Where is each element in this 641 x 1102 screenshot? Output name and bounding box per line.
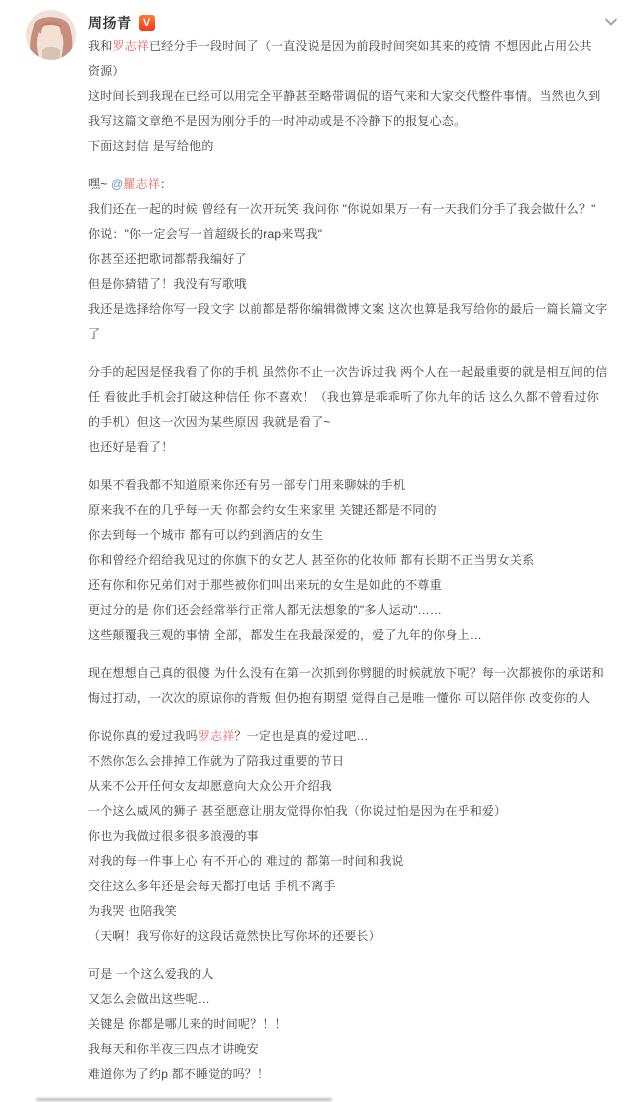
person-link[interactable]: 罗志祥	[197, 729, 235, 743]
paragraph	[88, 360, 617, 460]
text-segment: 我们还在一起的时候 曾经有一次开玩笑 我问你 "你说如果万一有一天我们分手了我会做什么？"	[88, 202, 596, 216]
post-line	[88, 247, 617, 272]
text-segment: 我每天和你半夜三四点才讲晚安	[88, 1042, 259, 1056]
paragraph	[88, 473, 617, 648]
text-segment: 不然你怎么会排掉工作就为了陪我过重要的节日	[88, 754, 345, 768]
text-segment: 关键是 你都是哪儿来的时间呢？！！	[88, 1017, 287, 1031]
text-segment: 难道你为了约p 都不睡觉的吗？！	[88, 1067, 270, 1081]
text-segment: 下面这封信 是写给他的	[88, 139, 214, 153]
post-line	[88, 661, 617, 686]
post-header	[88, 12, 155, 34]
text-segment: 已经分手一段时间了（一直没说是因为前段时间突如其来的疫情 不想因此占用公共	[149, 39, 592, 53]
text-segment: ？一定也是真的爱过吧…	[234, 729, 369, 743]
text-segment: 更过分的是 你们还会经常举行正常人都无法想象的"多人运动"……	[88, 603, 443, 617]
text-segment: 嘿~	[88, 177, 111, 191]
post-line	[88, 623, 617, 648]
post-line	[88, 435, 617, 460]
verified-badge-icon	[139, 15, 155, 31]
text-segment: 又怎么会做出这些呢…	[88, 992, 211, 1006]
paragraph	[88, 661, 617, 711]
text-segment: 你也为我做过很多很多浪漫的事	[88, 829, 259, 843]
text-segment: 的手机）但这一次因为某些原因 我就是看了~	[88, 415, 331, 429]
text-segment: 这时间长到我现在已经可以用完全平静甚至略带调侃的语气来和大家交代整件事情。当然也久到	[88, 89, 601, 103]
paragraph	[88, 724, 617, 949]
post-line	[88, 109, 617, 134]
text-segment: 现在想想自己真的很傻 为什么没有在第一次抓到你劈腿的时候就放下呢？每一次都被你的承诺和	[88, 666, 604, 680]
post-line	[88, 272, 617, 297]
post-line	[88, 197, 617, 222]
post-line	[88, 824, 617, 849]
post-line	[88, 134, 617, 159]
person-link[interactable]: 羅志祥	[123, 177, 160, 191]
post-line	[88, 498, 617, 523]
avatar[interactable]	[26, 10, 76, 60]
post-line	[88, 799, 617, 824]
text-segment: 悔过打动，一次次的原谅你的背叛 但仍抱有期望 觉得自己是唯一懂你 可以陪伴你 改变你的人	[88, 691, 591, 705]
text-segment: 为我哭 也陪我笑	[88, 904, 177, 918]
text-segment: 资源）	[88, 64, 125, 78]
mention-at[interactable]: @	[110, 177, 124, 191]
text-segment: 分手的起因是怪我看了你的手机 虽然你不止一次告诉过我 两个人在一起最重要的就是相互间的信	[88, 365, 608, 379]
text-segment: 这些颠覆我三观的事情 全部，都发生在我最深爱的，爱了九年的你身上…	[88, 628, 482, 642]
post-line	[88, 573, 617, 598]
person-link[interactable]: 罗志祥	[112, 39, 150, 53]
text-segment: 还有你和你兄弟们对于那些被你们叫出来玩的女生是如此的不尊重	[88, 578, 442, 592]
post-line	[88, 59, 617, 84]
post-line	[88, 849, 617, 874]
text-segment: 你甚至还把歌词都帮我编好了	[88, 252, 247, 266]
post-line	[88, 523, 617, 548]
text-segment: 你说："你一定会写一首超级长的rap来骂我"	[88, 227, 323, 241]
post-line	[88, 1062, 617, 1087]
post-line	[88, 598, 617, 623]
paragraph	[88, 962, 617, 1087]
text-segment: 但是你猜错了！我没有写歌哦	[88, 277, 247, 291]
cropped-content-artifact	[36, 1098, 332, 1101]
post-line	[88, 360, 617, 385]
text-segment: 可是 一个这么爱我的人	[88, 967, 214, 981]
text-segment: 原来我不在的几乎每一天 你都会约女生来家里 关键还都是不同的	[88, 503, 437, 517]
post-line	[88, 924, 617, 949]
text-segment: 对我的每一件事上心 有不开心的 难过的 都第一时间和我说	[88, 854, 404, 868]
post-line	[88, 962, 617, 987]
post-line	[88, 987, 617, 1012]
post-line	[88, 297, 617, 322]
post-line	[88, 34, 617, 59]
post-line	[88, 686, 617, 711]
post-line	[88, 385, 617, 410]
text-segment: 也还好是看了！	[88, 440, 174, 454]
post-line	[88, 172, 617, 197]
text-segment: 你和曾经介绍给我见过的你旗下的女艺人 甚至你的化妆师 都有长期不正当男女关系	[88, 553, 535, 567]
chevron-down-icon[interactable]	[603, 14, 619, 30]
text-segment: 从来不公开任何女友却愿意向大众公开介绍我	[88, 779, 333, 793]
text-segment: 如果不看我都不知道原来你还有另一部专门用来聊妹的手机	[88, 478, 406, 492]
text-segment: 你去到每一个城市 都有可以约到酒店的女生	[88, 528, 324, 542]
text-segment: ：	[159, 177, 173, 191]
text-segment: 我和	[88, 39, 113, 53]
username[interactable]: 周扬青	[88, 15, 132, 31]
text-segment: 我写这篇文章绝不是因为刚分手的一时冲动或是不冷静下的报复心态。	[88, 114, 467, 128]
verified-badge-letter: V	[142, 16, 151, 29]
text-segment: 你说你真的爱过我吗	[88, 729, 198, 743]
post-line	[88, 774, 617, 799]
post-line	[88, 899, 617, 924]
text-segment: 一个这么威风的狮子 甚至愿意让朋友觉得你怕我（你说过怕是因为在乎和爱）	[88, 804, 507, 818]
paragraph	[88, 172, 617, 347]
post-line	[88, 1037, 617, 1062]
paragraph	[88, 34, 617, 159]
text-segment: （天啊！我写你好的这段话竟然快比写你坏的还要长）	[88, 929, 381, 943]
text-segment: 了	[88, 327, 101, 341]
post-line	[88, 222, 617, 247]
post-line	[88, 548, 617, 573]
post-body	[88, 34, 617, 1087]
post-line	[88, 874, 617, 899]
post-line	[88, 410, 617, 435]
text-segment: 交往这么多年还是会每天都打电话 手机不离手	[88, 879, 336, 893]
post-line	[88, 724, 617, 749]
post-line	[88, 1012, 617, 1037]
text-segment: 任 看彼此手机会打破这种信任 你不喜欢！（我也算是乖乖听了你九年的话 这么久都不曾看过你	[88, 390, 599, 404]
post-line	[88, 322, 617, 347]
post-line	[88, 473, 617, 498]
avatar-image	[26, 10, 76, 60]
post-line	[88, 84, 617, 109]
post-line	[88, 749, 617, 774]
text-segment: 我还是选择给你写一段文字 以前都是帮你编辑微博文案 这次也算是我写给你的最后一篇长篇文字	[88, 302, 608, 316]
